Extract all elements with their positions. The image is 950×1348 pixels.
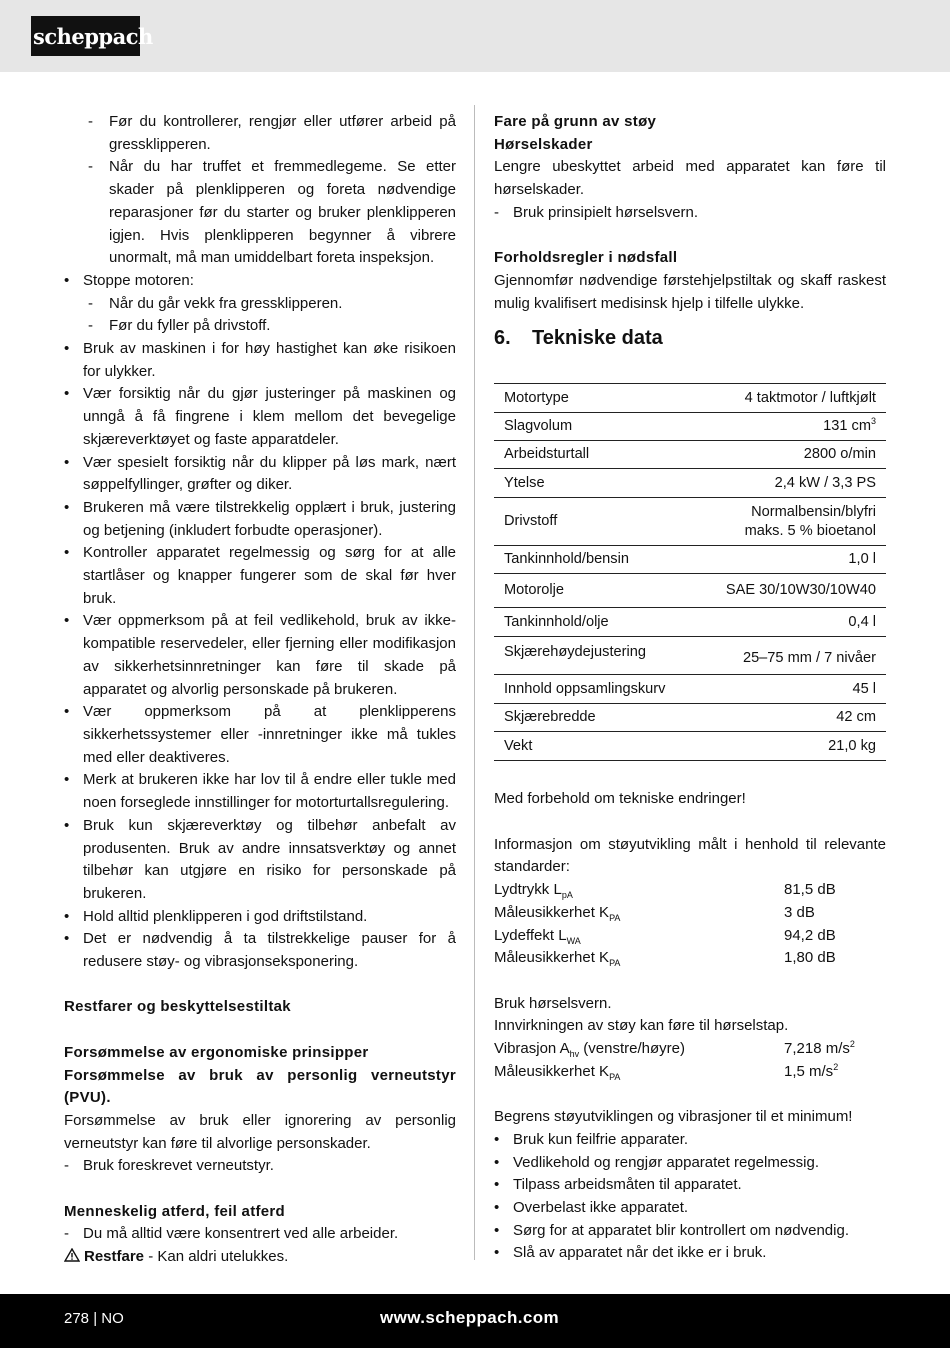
limit-heading: Begrens støyutviklingen og vibrasjoner til et minimum! xyxy=(494,1108,853,1126)
list-item: • Tilpass arbeidsmåten til apparatet. xyxy=(494,1176,742,1194)
reservation-note: Med forbehold om tekniske endringer! xyxy=(494,790,746,808)
list-item: • Brukeren må være tilstrekkelig opplært i bruk, justering og betjening (inkludert forbudte operasjoner). xyxy=(64,498,456,539)
header-band xyxy=(0,0,950,72)
list-item: • Bruk av maskinen i for høy hastighet kan øke risikoen for ulykker. xyxy=(64,340,456,380)
list-item: - Før du kontrollerer, rengjør eller utfører arbeid på gressklipperen. xyxy=(88,113,456,153)
table-row: Slagvolum 131 $cm^3$ xyxy=(494,413,886,441)
list-item: • Bruk kun skjæreverktøy og tilbehør anbefalt av produsenten. Bruk av andre innsatsverktøy og annet tilbehør kan utgjøre en risiko for personskade på brukeren. xyxy=(64,816,456,902)
list-item: • Bruk kun feilfrie apparater. xyxy=(494,1130,689,1148)
list-item: - Når du går vekk fra gressklipperen. xyxy=(88,294,343,312)
vibration-row: Måleusikkerhet $K_{PA}$ 1,5 $m/s^2$ xyxy=(494,1061,839,1082)
noise-value-row: Måleusikkerhet $K_{PA}$ 3 dB xyxy=(494,903,815,923)
human-behaviour-heading: Menneskelig atferd, feil atferd xyxy=(64,1202,286,1220)
noise-value-row: Lydeffekt $L_{WA}$ 94,2 dB xyxy=(494,926,836,946)
footer-bar xyxy=(0,1294,950,1348)
noise-info: Informasjon om støyutvikling målt i henhold til relevante standarder: xyxy=(494,835,886,876)
hearing-text: Lengre ubeskyttet arbeid med apparatet kan føre til hørselskader. xyxy=(494,158,886,199)
table-row: Motortype 4 taktmotor / luftkjølt xyxy=(494,384,886,413)
residual-risk-note: Restfare - Kan aldri utelukkes. xyxy=(64,1246,456,1269)
ppe-heading: Forsømmelse av bruk av personlig verneutstyr (PVU). xyxy=(64,1066,456,1107)
emergency-text: Gjennomfør nødvendige førstehjelpstiltak og skaff raskest mulig kvalifisert medisinsk hjelp i tilfelle ulykke. xyxy=(494,271,886,312)
list-item: • Vær oppmerksom på at feil vedlikehold, bruk av ikke-kompatible reservedeler, eller fjerning eller modifikasjon av sikkerhetsinnretninger kan føre til skade på apparatet og alvorlig personskade på brukeren. xyxy=(64,612,456,698)
residual-risks-heading: Restfarer og beskyttelsestiltak xyxy=(64,998,291,1016)
list-item: • Vedlikehold og rengjør apparatet regelmessig. xyxy=(494,1153,820,1171)
list-item: • Kontroller apparatet regelmessig og sørg for at alle startlåser og knapper fungerer som de skal før hver bruk. xyxy=(64,544,456,607)
table-row: Drivstoff Normalbensin/blyfri maks. 5 % bioetanol xyxy=(494,498,886,546)
list-item: • Vær forsiktig når du gjør justeringer på maskinen og unngå å få fingrene i klem mellom det bevegelige skjæreverktøyet og faste apparatdeler. xyxy=(64,385,456,448)
list-item: • Slå av apparatet når det ikke er i bruk. xyxy=(494,1244,767,1262)
table-row: Vekt 21,0 kg xyxy=(494,732,886,761)
page-number: 278 | NO xyxy=(64,1310,124,1327)
column-divider xyxy=(474,105,475,1260)
table-row: Motorolje SAE 30/10W30/10W40 xyxy=(494,574,886,608)
list-item: • Det er nødvendig å ta tilstrekkelige pauser for å redusere støy- og vibrasjonseksponering. xyxy=(64,930,456,971)
list-item: • Merk at brukeren ikke har lov til å endre eller tukle med noen forseglede innstillinger for motorturtallsregulering. xyxy=(64,771,456,812)
list-item: • Stoppe motoren: xyxy=(64,271,194,289)
hearing-loss-note: Innvirkningen av støy kan føre til hørselstap. xyxy=(494,1017,789,1035)
tech-data-table xyxy=(494,383,886,761)
ppe-text: Forsømmelse av bruk eller ignorering av personlig verneutstyr kan føre til alvorlige personskader. xyxy=(64,1111,456,1152)
table-row: Skjærebredde 42 cm xyxy=(494,704,886,732)
hearing-damage-heading: Hørselskader xyxy=(494,135,593,153)
table-row: Arbeidsturtall 2800 o/min xyxy=(494,441,886,469)
table-row: Skjærehøydejustering 25–75 mm / 7 nivåer xyxy=(494,637,886,675)
list-item: • Vær oppmerksom på at plenklipperens sikkerhetssystemer eller -innretninger ikke må tukles med eller deaktiveres. xyxy=(64,703,456,766)
table-row: Tankinnhold/bensin 1,0 l xyxy=(494,546,886,574)
emergency-heading: Forholdsregler i nødsfall xyxy=(494,249,678,267)
hearing-protection-note: Bruk hørselsvern. xyxy=(494,994,612,1012)
list-item: • Vær spesielt forsiktig når du klipper på løs mark, nært søppelfyllinger, grøfter og diker. xyxy=(64,453,456,494)
table-row: Ytelse 2,4 kW / 3,3 PS xyxy=(494,469,886,498)
warning-triangle-icon xyxy=(64,1248,80,1262)
list-item: • Hold alltid plenklipperen i god driftstilstand. xyxy=(64,907,368,925)
noise-hazard-heading: Fare på grunn av støy xyxy=(494,113,657,130)
noise-value-row: Måleusikkerhet $K_{PA}$ 1,80 dB xyxy=(494,949,836,969)
noise-value-row: Lydtrykk $L_{pA}$ 81,5 dB xyxy=(494,881,836,901)
table-row: Tankinnhold/olje 0,4 l xyxy=(494,608,886,637)
list-item: • Overbelast ikke apparatet. xyxy=(494,1198,689,1216)
list-item: • Sørg for at apparatet blir kontrollert om nødvendig. xyxy=(494,1221,849,1239)
vibration-row: Vibrasjon $A_{hv}$ (venstre/høyre) 7,218 $m/s^2$ xyxy=(494,1039,855,1060)
list-item: - Før du fyller på drivstoff. xyxy=(88,317,271,335)
website-link[interactable]: www.scheppach.com xyxy=(380,1308,560,1327)
table-row: Innhold oppsamlingskurv 45 l xyxy=(494,675,886,704)
ergonomics-heading: Forsømmelse av ergonomiske prinsipper xyxy=(64,1043,369,1061)
right-column xyxy=(494,111,886,1265)
left-column xyxy=(64,111,456,1269)
list-item: - Bruk foreskrevet verneutstyr. xyxy=(64,1157,274,1175)
list-item: - Du må alltid være konsentrert ved alle arbeider. xyxy=(64,1225,399,1243)
list-item: - Bruk prinsipielt hørselsvern. xyxy=(494,203,699,221)
list-item: - Når du har truffet et fremmedlegeme. Se etter skader på plenklipperen og foreta nødvendige reparasjoner før du starter og bruker plenklipperen igjen. Hvis plenklipperen begynner å vibrere unormalt, må man umiddelbart foreta inspeksjon. xyxy=(88,158,456,267)
section-title: 6. Tekniske data xyxy=(494,327,663,350)
scheppach-logo: scheppach xyxy=(31,16,140,56)
